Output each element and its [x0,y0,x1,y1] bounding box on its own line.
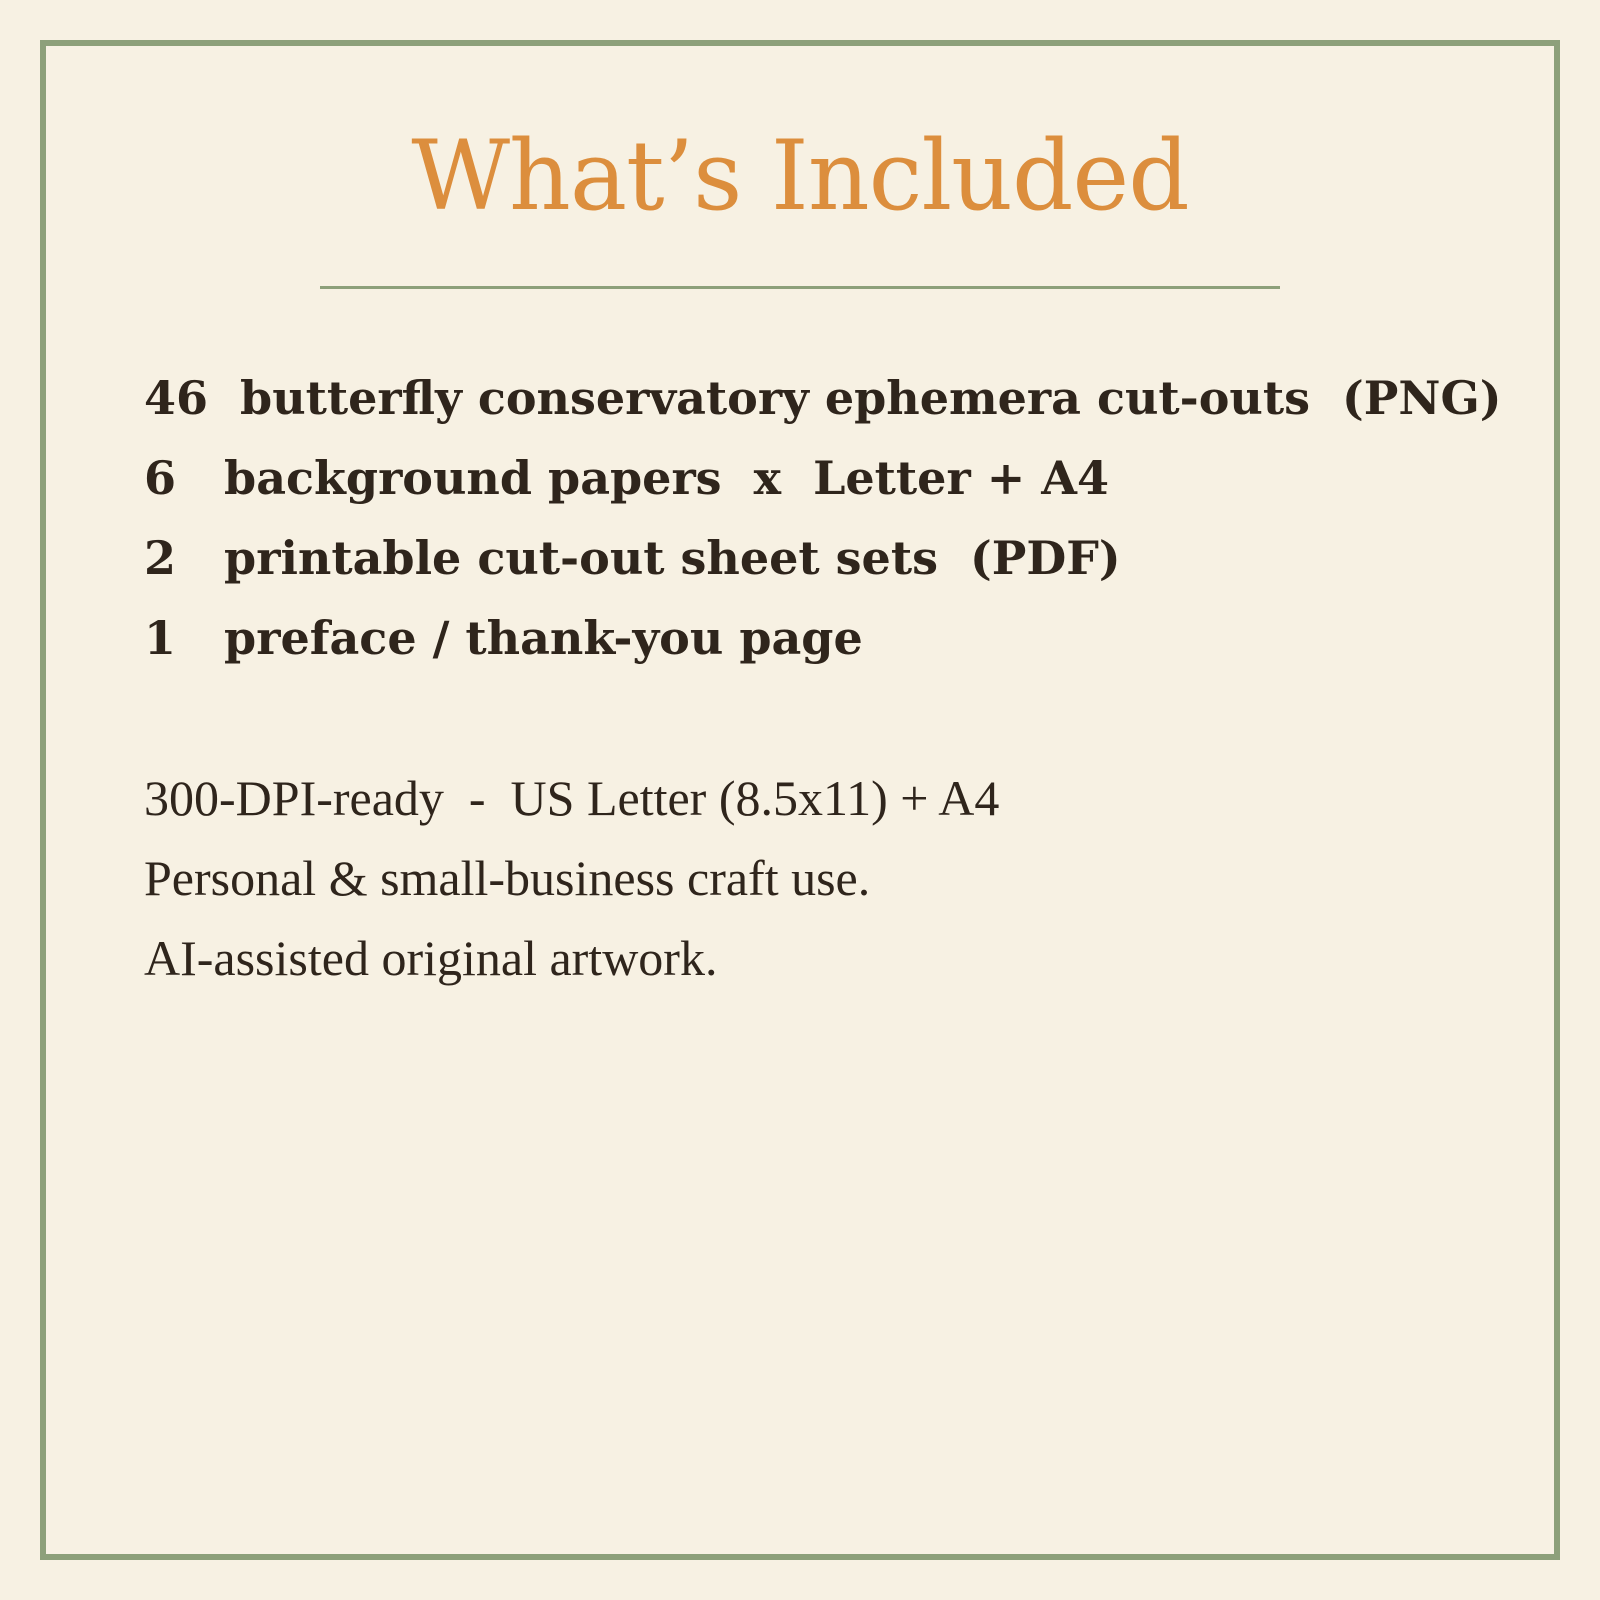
included-item: 46 butterfly conservatory ephemera cut-outs (PNG) [144,371,1502,425]
included-item: 2 printable cut-out sheet sets (PDF) [144,531,1121,585]
notes-section [144,758,999,998]
included-item: 6 background papers x Letter + A4 [144,451,1109,505]
included-items-list [144,358,1502,678]
title-divider [320,286,1280,289]
resolution-note: 300-DPI-ready - US Letter (8.5x11) + A4 [144,770,1000,826]
artwork-note: AI-assisted original artwork. [144,930,718,986]
page-title: What’s Included [411,120,1189,232]
license-note: Personal & small-business craft use. [144,850,871,906]
included-item: 1 preface / thank-you page [144,611,863,665]
